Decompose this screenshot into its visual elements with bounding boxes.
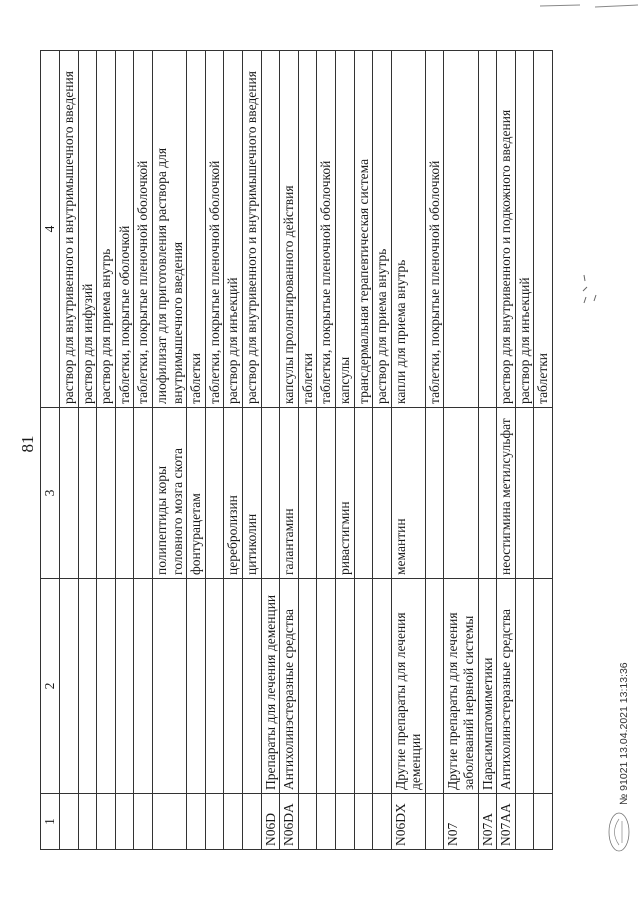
table-cell-col-1: N06DA [280, 794, 299, 850]
header-col-4: 4 [41, 51, 60, 408]
table-cell-col-3 [60, 408, 79, 579]
table-cell-col-3 [115, 408, 134, 579]
table-cell-col-1 [60, 794, 79, 850]
table-cell-col-2: Препараты для лечения деменции [261, 579, 280, 794]
table-cell-col-1 [373, 794, 392, 850]
table-cell-col-3 [298, 408, 317, 579]
table-cell-col-3 [78, 408, 97, 579]
table-row [242, 51, 261, 850]
drug-table [40, 50, 553, 850]
table-cell-col-4: лиофилизат для приготовления раствора для внутримышечного введения [152, 51, 186, 408]
header-col-1: 1 [41, 794, 60, 850]
table-row [60, 51, 79, 850]
table-cell-col-3: ривастигмин [335, 408, 354, 579]
table-cell-col-2 [298, 579, 317, 794]
table-cell-col-3: неостигмина метилсульфат [497, 408, 516, 579]
footer-registration: № 91021 13.04.2021 13:13:36 [618, 662, 630, 805]
table-cell-col-1: N06D [261, 794, 280, 850]
table-row [444, 51, 478, 850]
table-cell-col-1 [205, 794, 224, 850]
table-cell-col-1: N06DX [391, 794, 425, 850]
table-cell-col-4: капсулы пролонгированного действия [280, 51, 299, 408]
table-cell-col-4: раствор для внутривенного и подкожного введения [497, 51, 516, 408]
table-cell-col-1 [97, 794, 116, 850]
table-cell-col-4: раствор для инъекций [224, 51, 243, 408]
table-cell-col-2 [60, 579, 79, 794]
table-cell-col-2 [534, 579, 553, 794]
table-cell-col-1 [354, 794, 373, 850]
table-cell-col-4: таблетки, покрытые оболочкой [115, 51, 134, 408]
table-cell-col-4 [478, 51, 497, 408]
table-cell-col-2 [373, 579, 392, 794]
table-cell-col-4: раствор для инфузий [78, 51, 97, 408]
table-header-row [41, 51, 60, 850]
table-row [298, 51, 317, 850]
table-cell-col-4: раствор для внутривенного и внутримышечного введения [60, 51, 79, 408]
table-cell-col-4: трансдермальная терапевтическая система [354, 51, 373, 408]
table-cell-col-1 [78, 794, 97, 850]
table-row [391, 51, 425, 850]
table-cell-col-1 [298, 794, 317, 850]
table-cell-col-2 [515, 579, 534, 794]
table-row [534, 51, 553, 850]
table-cell-col-2: Парасимпатомиметики [478, 579, 497, 794]
table-cell-col-2 [354, 579, 373, 794]
table-cell-col-4: раствор для приема внутрь [373, 51, 392, 408]
table-row [515, 51, 534, 850]
table-row [335, 51, 354, 850]
table-cell-col-1: N07 [444, 794, 478, 850]
scan-marks [578, 265, 602, 305]
table-cell-col-3: галантамин [280, 408, 299, 579]
table-cell-col-4: таблетки [298, 51, 317, 408]
table-cell-col-2 [97, 579, 116, 794]
table-cell-col-1 [224, 794, 243, 850]
table-cell-col-2 [152, 579, 186, 794]
table-cell-col-3: фонтурацетам [187, 408, 206, 579]
table-cell-col-2 [205, 579, 224, 794]
header-col-2: 2 [41, 579, 60, 794]
table-row [152, 51, 186, 850]
table-row [280, 51, 299, 850]
table-cell-col-3 [354, 408, 373, 579]
table-row [373, 51, 392, 850]
table-cell-col-4: капсулы [335, 51, 354, 408]
table-cell-col-4: таблетки, покрытые пленочной оболочкой [205, 51, 224, 408]
table-row [497, 51, 516, 850]
table-cell-col-3 [373, 408, 392, 579]
table-row [97, 51, 116, 850]
table-cell-col-1 [152, 794, 186, 850]
table-cell-col-1 [242, 794, 261, 850]
table-cell-col-2 [224, 579, 243, 794]
table-cell-col-1 [187, 794, 206, 850]
table-row [134, 51, 153, 850]
table-cell-col-4 [444, 51, 478, 408]
table-cell-col-3 [205, 408, 224, 579]
table-row [354, 51, 373, 850]
table-cell-col-4: капли для приема внутрь [391, 51, 425, 408]
table-cell-col-3 [134, 408, 153, 579]
table-cell-col-1 [534, 794, 553, 850]
table-cell-col-2 [187, 579, 206, 794]
table-cell-col-1 [134, 794, 153, 850]
table-cell-col-1: N07AA [497, 794, 516, 850]
page-number: 81 [18, 435, 37, 453]
table-cell-col-1 [515, 794, 534, 850]
table-cell-col-3 [317, 408, 336, 579]
table-row [425, 51, 444, 850]
table-cell-col-2 [317, 579, 336, 794]
table-cell-col-3 [515, 408, 534, 579]
table-cell-col-4: раствор для приема внутрь [97, 51, 116, 408]
table-cell-col-3: цитиколин [242, 408, 261, 579]
table-row [78, 51, 97, 850]
table-cell-col-2 [242, 579, 261, 794]
table-cell-col-1 [335, 794, 354, 850]
table-cell-col-3: полипептиды коры головного мозга скота [152, 408, 186, 579]
table-cell-col-3 [425, 408, 444, 579]
table-row [317, 51, 336, 850]
table-row [115, 51, 134, 850]
table-row [478, 51, 497, 850]
table-cell-col-2: Антихолинэстеразные средства [280, 579, 299, 794]
table-cell-col-1 [115, 794, 134, 850]
seal-stamp [606, 811, 632, 853]
table-cell-col-1: N07A [478, 794, 497, 850]
table-cell-col-4: раствор для инъекций [515, 51, 534, 408]
table-cell-col-3: церебролизин [224, 408, 243, 579]
table-row [261, 51, 280, 850]
header-col-3: 3 [41, 408, 60, 579]
table-cell-col-2 [134, 579, 153, 794]
table-cell-col-2 [115, 579, 134, 794]
table-cell-col-2 [335, 579, 354, 794]
table-row [205, 51, 224, 850]
table-cell-col-3 [534, 408, 553, 579]
table-cell-col-1 [425, 794, 444, 850]
table-cell-col-2 [425, 579, 444, 794]
table-cell-col-3 [261, 408, 280, 579]
table-cell-col-2: Антихолинэстеразные средства [497, 579, 516, 794]
table-cell-col-4: таблетки, покрытые пленочной оболочкой [317, 51, 336, 408]
table-row [224, 51, 243, 850]
table-row [187, 51, 206, 850]
table-cell-col-4: таблетки [534, 51, 553, 408]
table-cell-col-4 [261, 51, 280, 408]
table-cell-col-2: Другие препараты для лечения деменции [391, 579, 425, 794]
table-cell-col-2: Другие препараты для лечения заболеваний нервной системы [444, 579, 478, 794]
table-cell-col-3: мемантин [391, 408, 425, 579]
table-cell-col-4: таблетки [187, 51, 206, 408]
table-cell-col-3 [97, 408, 116, 579]
table-cell-col-4: раствор для внутривенного и внутримышечного введения [242, 51, 261, 408]
table-cell-col-1 [317, 794, 336, 850]
table-cell-col-3 [478, 408, 497, 579]
table-cell-col-4: таблетки, покрытые пленочной оболочкой [134, 51, 153, 408]
table-cell-col-3 [444, 408, 478, 579]
table-cell-col-4: таблетки, покрытые пленочной оболочкой [425, 51, 444, 408]
table-cell-col-2 [78, 579, 97, 794]
